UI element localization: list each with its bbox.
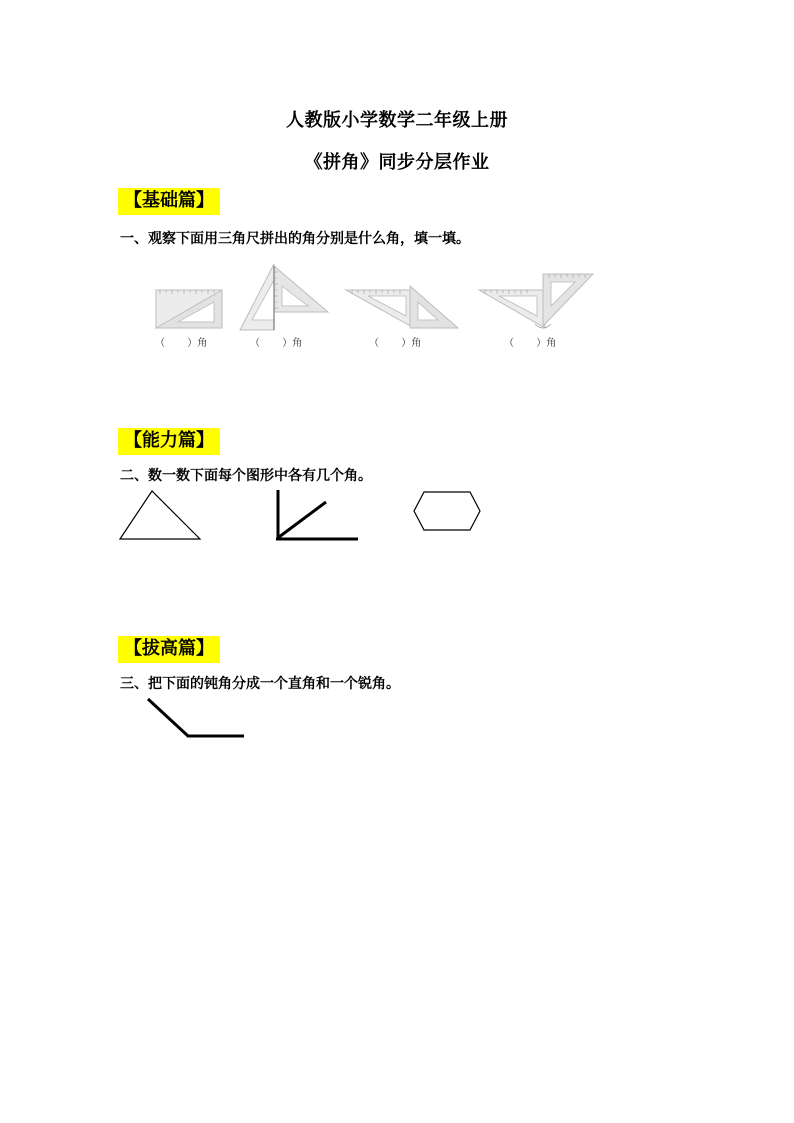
answer-blank-1[interactable]: （ ）角 [155, 338, 208, 349]
set-square-figure-1 [150, 286, 230, 332]
answer-blank-2[interactable]: （ ）角 [250, 338, 303, 349]
set-square-figure-3 [344, 284, 464, 334]
hexagon-shape [412, 490, 484, 534]
question-2: 二、数一数下面每个图形中各有几个角。 [120, 468, 372, 484]
set-square-figure-4 [477, 272, 597, 332]
answer-blank-3[interactable]: （ ）角 [369, 338, 422, 349]
answer-blank-4[interactable]: （ ）角 [504, 338, 557, 349]
section-badge-ability: 【能力篇】 [118, 428, 220, 455]
document-title: 人教版小学数学二年级上册 [286, 110, 508, 131]
question-1: 一、观察下面用三角尺拼出的角分别是什么角，填一填。 [120, 231, 470, 247]
section-badge-advanced: 【拔高篇】 [118, 636, 220, 663]
document-subtitle: 《拼角》同步分层作业 [304, 152, 490, 173]
obtuse-angle-shape [144, 696, 248, 742]
set-square-figure-2 [238, 262, 333, 334]
section-badge-basic: 【基础篇】 [118, 188, 220, 215]
triangle-shape [118, 488, 204, 543]
angle-lines-shape [274, 490, 362, 544]
question-3: 三、把下面的钝角分成一个直角和一个锐角。 [120, 676, 400, 692]
